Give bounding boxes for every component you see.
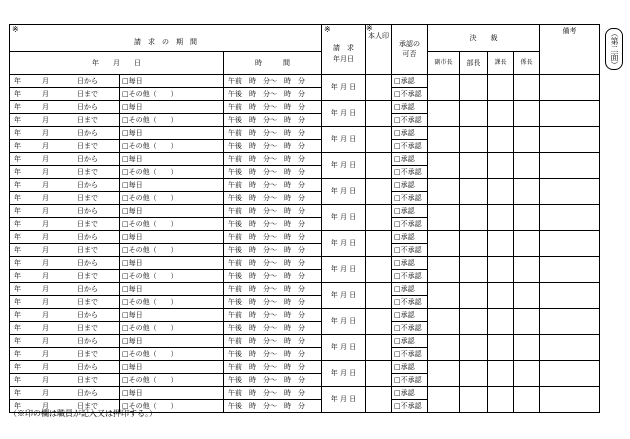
other-checkbox[interactable]: □その他（ ） (120, 270, 224, 283)
vice-mayor-seal[interactable] (428, 127, 460, 153)
remarks-header: 備考 (540, 25, 600, 75)
am-time[interactable]: 午前 時 分～ 時 分 (224, 257, 322, 270)
subsection-chief-seal[interactable] (514, 361, 540, 387)
from-date[interactable]: 年 月 日から (10, 205, 120, 218)
self-seal-cell[interactable] (366, 127, 392, 153)
approve-checkbox[interactable]: □承認 (392, 101, 428, 114)
request-ymd[interactable]: 年 月 日 (322, 231, 366, 257)
subsection-chief-seal[interactable] (514, 335, 540, 361)
remarks-cell[interactable] (540, 205, 600, 231)
reject-checkbox[interactable]: □不承認 (392, 114, 428, 127)
subsection-chief-seal[interactable] (514, 257, 540, 283)
self-seal-cell[interactable] (366, 335, 392, 361)
reject-checkbox[interactable]: □不承認 (392, 192, 428, 205)
to-date[interactable]: 年 月 日まで (10, 192, 120, 205)
request-ymd[interactable]: 年 月 日 (322, 309, 366, 335)
everyday-checkbox[interactable]: □毎日 (120, 335, 224, 348)
entry-row-top (10, 387, 600, 400)
director-seal[interactable] (460, 153, 488, 179)
decision-header: 決 裁 (428, 25, 540, 52)
vice-mayor-seal[interactable] (428, 283, 460, 309)
remarks-cell[interactable] (540, 75, 600, 101)
to-date[interactable]: 年 月 日まで (10, 218, 120, 231)
pm-time[interactable]: 午後 時 分～ 時 分 (224, 296, 322, 309)
entry-row-top (10, 335, 600, 348)
self-seal-cell[interactable] (366, 361, 392, 387)
vice-mayor-seal[interactable] (428, 309, 460, 335)
everyday-checkbox[interactable]: □毎日 (120, 257, 224, 270)
self-seal-cell[interactable] (366, 283, 392, 309)
remarks-cell[interactable] (540, 179, 600, 205)
from-date[interactable]: 年 月 日から (10, 335, 120, 348)
approve-checkbox[interactable]: □承認 (392, 179, 428, 192)
everyday-checkbox[interactable]: □毎日 (120, 75, 224, 88)
to-date[interactable]: 年 月 日まで (10, 270, 120, 283)
am-time[interactable]: 午前 時 分～ 時 分 (224, 283, 322, 296)
subsection-chief-seal[interactable] (514, 75, 540, 101)
approve-checkbox[interactable]: □承認 (392, 361, 428, 374)
vice-mayor-seal[interactable] (428, 75, 460, 101)
from-date[interactable]: 年 月 日から (10, 231, 120, 244)
vice-mayor-seal[interactable] (428, 153, 460, 179)
other-checkbox[interactable]: □その他（ ） (120, 400, 224, 413)
date-header: 年 月 日 (10, 52, 224, 75)
pm-time[interactable]: 午後 時 分～ 時 分 (224, 88, 322, 101)
remarks-cell[interactable] (540, 153, 600, 179)
everyday-checkbox[interactable]: □毎日 (120, 309, 224, 322)
request-ymd[interactable]: 年 月 日 (322, 153, 366, 179)
approve-checkbox[interactable]: □承認 (392, 257, 428, 270)
to-date[interactable]: 年 月 日まで (10, 296, 120, 309)
approve-checkbox[interactable]: □承認 (392, 153, 428, 166)
to-date[interactable]: 年 月 日まで (10, 88, 120, 101)
self-seal-header (366, 25, 392, 75)
from-date[interactable]: 年 月 日から (10, 153, 120, 166)
director-seal[interactable] (460, 361, 488, 387)
other-checkbox[interactable]: □その他（ ） (120, 296, 224, 309)
from-date[interactable]: 年 月 日から (10, 101, 120, 114)
other-checkbox[interactable]: □その他（ ） (120, 322, 224, 335)
subsection-chief-seal[interactable] (514, 127, 540, 153)
self-seal-cell[interactable] (366, 153, 392, 179)
remarks-cell[interactable] (540, 387, 600, 413)
from-date[interactable]: 年 月 日から (10, 387, 120, 400)
other-checkbox[interactable]: □その他（ ） (120, 374, 224, 387)
everyday-checkbox[interactable]: □毎日 (120, 361, 224, 374)
entry-row-top (10, 127, 600, 140)
everyday-checkbox[interactable]: □毎日 (120, 205, 224, 218)
section-chief-seal[interactable] (488, 153, 514, 179)
self-seal-cell[interactable] (366, 75, 392, 101)
from-date[interactable]: 年 月 日から (10, 257, 120, 270)
mark-3: ※ (366, 24, 373, 33)
request-form-table (9, 24, 600, 413)
other-checkbox[interactable]: □その他（ ） (120, 140, 224, 153)
entry-row-top (10, 361, 600, 374)
other-checkbox[interactable]: □その他（ ） (120, 88, 224, 101)
remarks-cell[interactable] (540, 309, 600, 335)
pm-time[interactable]: 午後 時 分～ 時 分 (224, 166, 322, 179)
other-checkbox[interactable]: □その他（ ） (120, 348, 224, 361)
am-time[interactable]: 午前 時 分～ 時 分 (224, 309, 322, 322)
subsection-chief-seal[interactable] (514, 387, 540, 413)
request-ymd[interactable]: 年 月 日 (322, 361, 366, 387)
request-period-label: 請 求 の 期 間 (134, 38, 197, 46)
remarks-cell[interactable] (540, 231, 600, 257)
remarks-cell[interactable] (540, 127, 600, 153)
director-seal[interactable] (460, 101, 488, 127)
request-ymd[interactable]: 年 月 日 (322, 387, 366, 413)
from-date[interactable]: 年 月 日から (10, 179, 120, 192)
remarks-cell[interactable] (540, 335, 600, 361)
reject-checkbox[interactable]: □不承認 (392, 348, 428, 361)
am-time[interactable]: 午前 時 分～ 時 分 (224, 101, 322, 114)
reject-checkbox[interactable]: □不承認 (392, 322, 428, 335)
director-seal[interactable] (460, 257, 488, 283)
other-checkbox[interactable]: □その他（ ） (120, 192, 224, 205)
header-row-1 (10, 25, 600, 52)
subsection-chief-seal[interactable] (514, 309, 540, 335)
section-chief-seal[interactable] (488, 283, 514, 309)
request-ymd[interactable]: 年 月 日 (322, 257, 366, 283)
to-date[interactable]: 年 月 日まで (10, 140, 120, 153)
everyday-checkbox[interactable]: □毎日 (120, 387, 224, 400)
approver-subsection-chief: 係長 (514, 52, 540, 75)
reject-checkbox[interactable]: □不承認 (392, 270, 428, 283)
time-header: 時 間 (224, 52, 322, 75)
everyday-checkbox[interactable]: □毎日 (120, 283, 224, 296)
director-seal[interactable] (460, 127, 488, 153)
entry-row-top (10, 257, 600, 270)
section-chief-seal[interactable] (488, 361, 514, 387)
other-checkbox[interactable]: □その他（ ） (120, 166, 224, 179)
request-date-label-2: 年月日 (333, 54, 355, 63)
request-ymd[interactable]: 年 月 日 (322, 127, 366, 153)
am-time[interactable]: 午前 時 分～ 時 分 (224, 153, 322, 166)
request-ymd[interactable]: 年 月 日 (322, 335, 366, 361)
remarks-cell[interactable] (540, 101, 600, 127)
from-date[interactable]: 年 月 日から (10, 309, 120, 322)
to-date[interactable]: 年 月 日まで (10, 348, 120, 361)
to-date[interactable]: 年 月 日まで (10, 244, 120, 257)
reject-checkbox[interactable]: □不承認 (392, 88, 428, 101)
am-time[interactable]: 午前 時 分～ 時 分 (224, 335, 322, 348)
everyday-checkbox[interactable]: □毎日 (120, 127, 224, 140)
director-seal[interactable] (460, 231, 488, 257)
approval-header: 承認の 可否 (392, 25, 428, 75)
section-chief-seal[interactable] (488, 179, 514, 205)
subsection-chief-seal[interactable] (514, 179, 540, 205)
to-date[interactable]: 年 月 日まで (10, 400, 120, 413)
self-seal-cell[interactable] (366, 387, 392, 413)
entry-row-top (10, 153, 600, 166)
footnote: （※印の欄は職員が記入又は押印する。） (9, 409, 157, 418)
reject-checkbox[interactable]: □不承認 (392, 296, 428, 309)
approve-checkbox[interactable]: □承認 (392, 309, 428, 322)
reject-checkbox[interactable]: □不承認 (392, 244, 428, 257)
side-page-label: （第二面） (605, 28, 623, 70)
pm-time[interactable]: 午後 時 分～ 時 分 (224, 244, 322, 257)
subsection-chief-seal[interactable] (514, 283, 540, 309)
section-chief-seal[interactable] (488, 309, 514, 335)
am-time[interactable]: 午前 時 分～ 時 分 (224, 205, 322, 218)
subsection-chief-seal[interactable] (514, 231, 540, 257)
approver-director: 部長 (460, 52, 488, 75)
other-checkbox[interactable]: □その他（ ） (120, 218, 224, 231)
section-chief-seal[interactable] (488, 231, 514, 257)
from-date[interactable]: 年 月 日から (10, 75, 120, 88)
reject-checkbox[interactable]: □不承認 (392, 218, 428, 231)
vice-mayor-seal[interactable] (428, 257, 460, 283)
entry-row-top (10, 231, 600, 244)
entry-row-top (10, 283, 600, 296)
request-ymd[interactable]: 年 月 日 (322, 101, 366, 127)
mark-1: ※ (12, 25, 19, 34)
request-ymd[interactable]: 年 月 日 (322, 205, 366, 231)
pm-time[interactable]: 午後 時 分～ 時 分 (224, 374, 322, 387)
director-seal[interactable] (460, 75, 488, 101)
entry-row-top (10, 179, 600, 192)
pm-time[interactable]: 午後 時 分～ 時 分 (224, 348, 322, 361)
pm-time[interactable]: 午後 時 分～ 時 分 (224, 218, 322, 231)
self-seal-cell[interactable] (366, 309, 392, 335)
other-checkbox[interactable]: □その他（ ） (120, 244, 224, 257)
request-date-header (322, 25, 366, 75)
entry-row-top (10, 309, 600, 322)
approve-checkbox[interactable]: □承認 (392, 75, 428, 88)
section-chief-seal[interactable] (488, 127, 514, 153)
section-chief-seal[interactable] (488, 257, 514, 283)
from-date[interactable]: 年 月 日から (10, 127, 120, 140)
am-time[interactable]: 午前 時 分～ 時 分 (224, 231, 322, 244)
subsection-chief-seal[interactable] (514, 101, 540, 127)
self-seal-label: 本人印 (368, 32, 390, 40)
request-period-header (10, 25, 322, 52)
request-date-label-1: 請 求 (333, 43, 355, 52)
approve-checkbox[interactable]: □承認 (392, 127, 428, 140)
pm-time[interactable]: 午後 時 分～ 時 分 (224, 400, 322, 413)
everyday-checkbox[interactable]: □毎日 (120, 101, 224, 114)
reject-checkbox[interactable]: □不承認 (392, 140, 428, 153)
entry-row-top (10, 101, 600, 114)
section-chief-seal[interactable] (488, 75, 514, 101)
vice-mayor-seal[interactable] (428, 361, 460, 387)
entry-row-top (10, 75, 600, 88)
am-time[interactable]: 午前 時 分～ 時 分 (224, 179, 322, 192)
from-date[interactable]: 年 月 日から (10, 361, 120, 374)
header-row-2 (10, 52, 600, 75)
remarks-cell[interactable] (540, 283, 600, 309)
approve-checkbox[interactable]: □承認 (392, 335, 428, 348)
reject-checkbox[interactable]: □不承認 (392, 400, 428, 413)
pm-time[interactable]: 午後 時 分～ 時 分 (224, 322, 322, 335)
to-date[interactable]: 年 月 日まで (10, 322, 120, 335)
vice-mayor-seal[interactable] (428, 205, 460, 231)
approver-section-chief: 課長 (488, 52, 514, 75)
reject-checkbox[interactable]: □不承認 (392, 166, 428, 179)
entry-row-top (10, 205, 600, 218)
vice-mayor-seal[interactable] (428, 101, 460, 127)
director-seal[interactable] (460, 335, 488, 361)
subsection-chief-seal[interactable] (514, 205, 540, 231)
director-seal[interactable] (460, 309, 488, 335)
remarks-cell[interactable] (540, 257, 600, 283)
am-time[interactable]: 午前 時 分～ 時 分 (224, 361, 322, 374)
mark-2: ※ (324, 25, 331, 34)
request-ymd[interactable]: 年 月 日 (322, 283, 366, 309)
director-seal[interactable] (460, 179, 488, 205)
vice-mayor-seal[interactable] (428, 179, 460, 205)
vice-mayor-seal[interactable] (428, 231, 460, 257)
approve-checkbox[interactable]: □承認 (392, 387, 428, 400)
director-seal[interactable] (460, 283, 488, 309)
self-seal-cell[interactable] (366, 101, 392, 127)
remarks-cell[interactable] (540, 361, 600, 387)
self-seal-cell[interactable] (366, 179, 392, 205)
from-date[interactable]: 年 月 日から (10, 283, 120, 296)
to-date[interactable]: 年 月 日まで (10, 114, 120, 127)
request-ymd[interactable]: 年 月 日 (322, 179, 366, 205)
self-seal-cell[interactable] (366, 205, 392, 231)
am-time[interactable]: 午前 時 分～ 時 分 (224, 127, 322, 140)
request-ymd[interactable]: 年 月 日 (322, 75, 366, 101)
am-time[interactable]: 午前 時 分～ 時 分 (224, 387, 322, 400)
approver-vice-mayor: 副市長 (428, 52, 460, 75)
everyday-checkbox[interactable]: □毎日 (120, 179, 224, 192)
approve-checkbox[interactable]: □承認 (392, 231, 428, 244)
pm-time[interactable]: 午後 時 分～ 時 分 (224, 192, 322, 205)
self-seal-cell[interactable] (366, 257, 392, 283)
director-seal[interactable] (460, 205, 488, 231)
section-chief-seal[interactable] (488, 101, 514, 127)
vice-mayor-seal[interactable] (428, 335, 460, 361)
to-date[interactable]: 年 月 日まで (10, 374, 120, 387)
approve-checkbox[interactable]: □承認 (392, 205, 428, 218)
subsection-chief-seal[interactable] (514, 153, 540, 179)
other-checkbox[interactable]: □その他（ ） (120, 114, 224, 127)
am-time[interactable]: 午前 時 分～ 時 分 (224, 75, 322, 88)
section-chief-seal[interactable] (488, 205, 514, 231)
self-seal-cell[interactable] (366, 231, 392, 257)
to-date[interactable]: 年 月 日まで (10, 166, 120, 179)
vice-mayor-seal[interactable] (428, 387, 460, 413)
director-seal[interactable] (460, 387, 488, 413)
pm-time[interactable]: 午後 時 分～ 時 分 (224, 270, 322, 283)
approve-checkbox[interactable]: □承認 (392, 283, 428, 296)
pm-time[interactable]: 午後 時 分～ 時 分 (224, 140, 322, 153)
section-chief-seal[interactable] (488, 335, 514, 361)
reject-checkbox[interactable]: □不承認 (392, 374, 428, 387)
pm-time[interactable]: 午後 時 分～ 時 分 (224, 114, 322, 127)
section-chief-seal[interactable] (488, 387, 514, 413)
everyday-checkbox[interactable]: □毎日 (120, 231, 224, 244)
everyday-checkbox[interactable]: □毎日 (120, 153, 224, 166)
